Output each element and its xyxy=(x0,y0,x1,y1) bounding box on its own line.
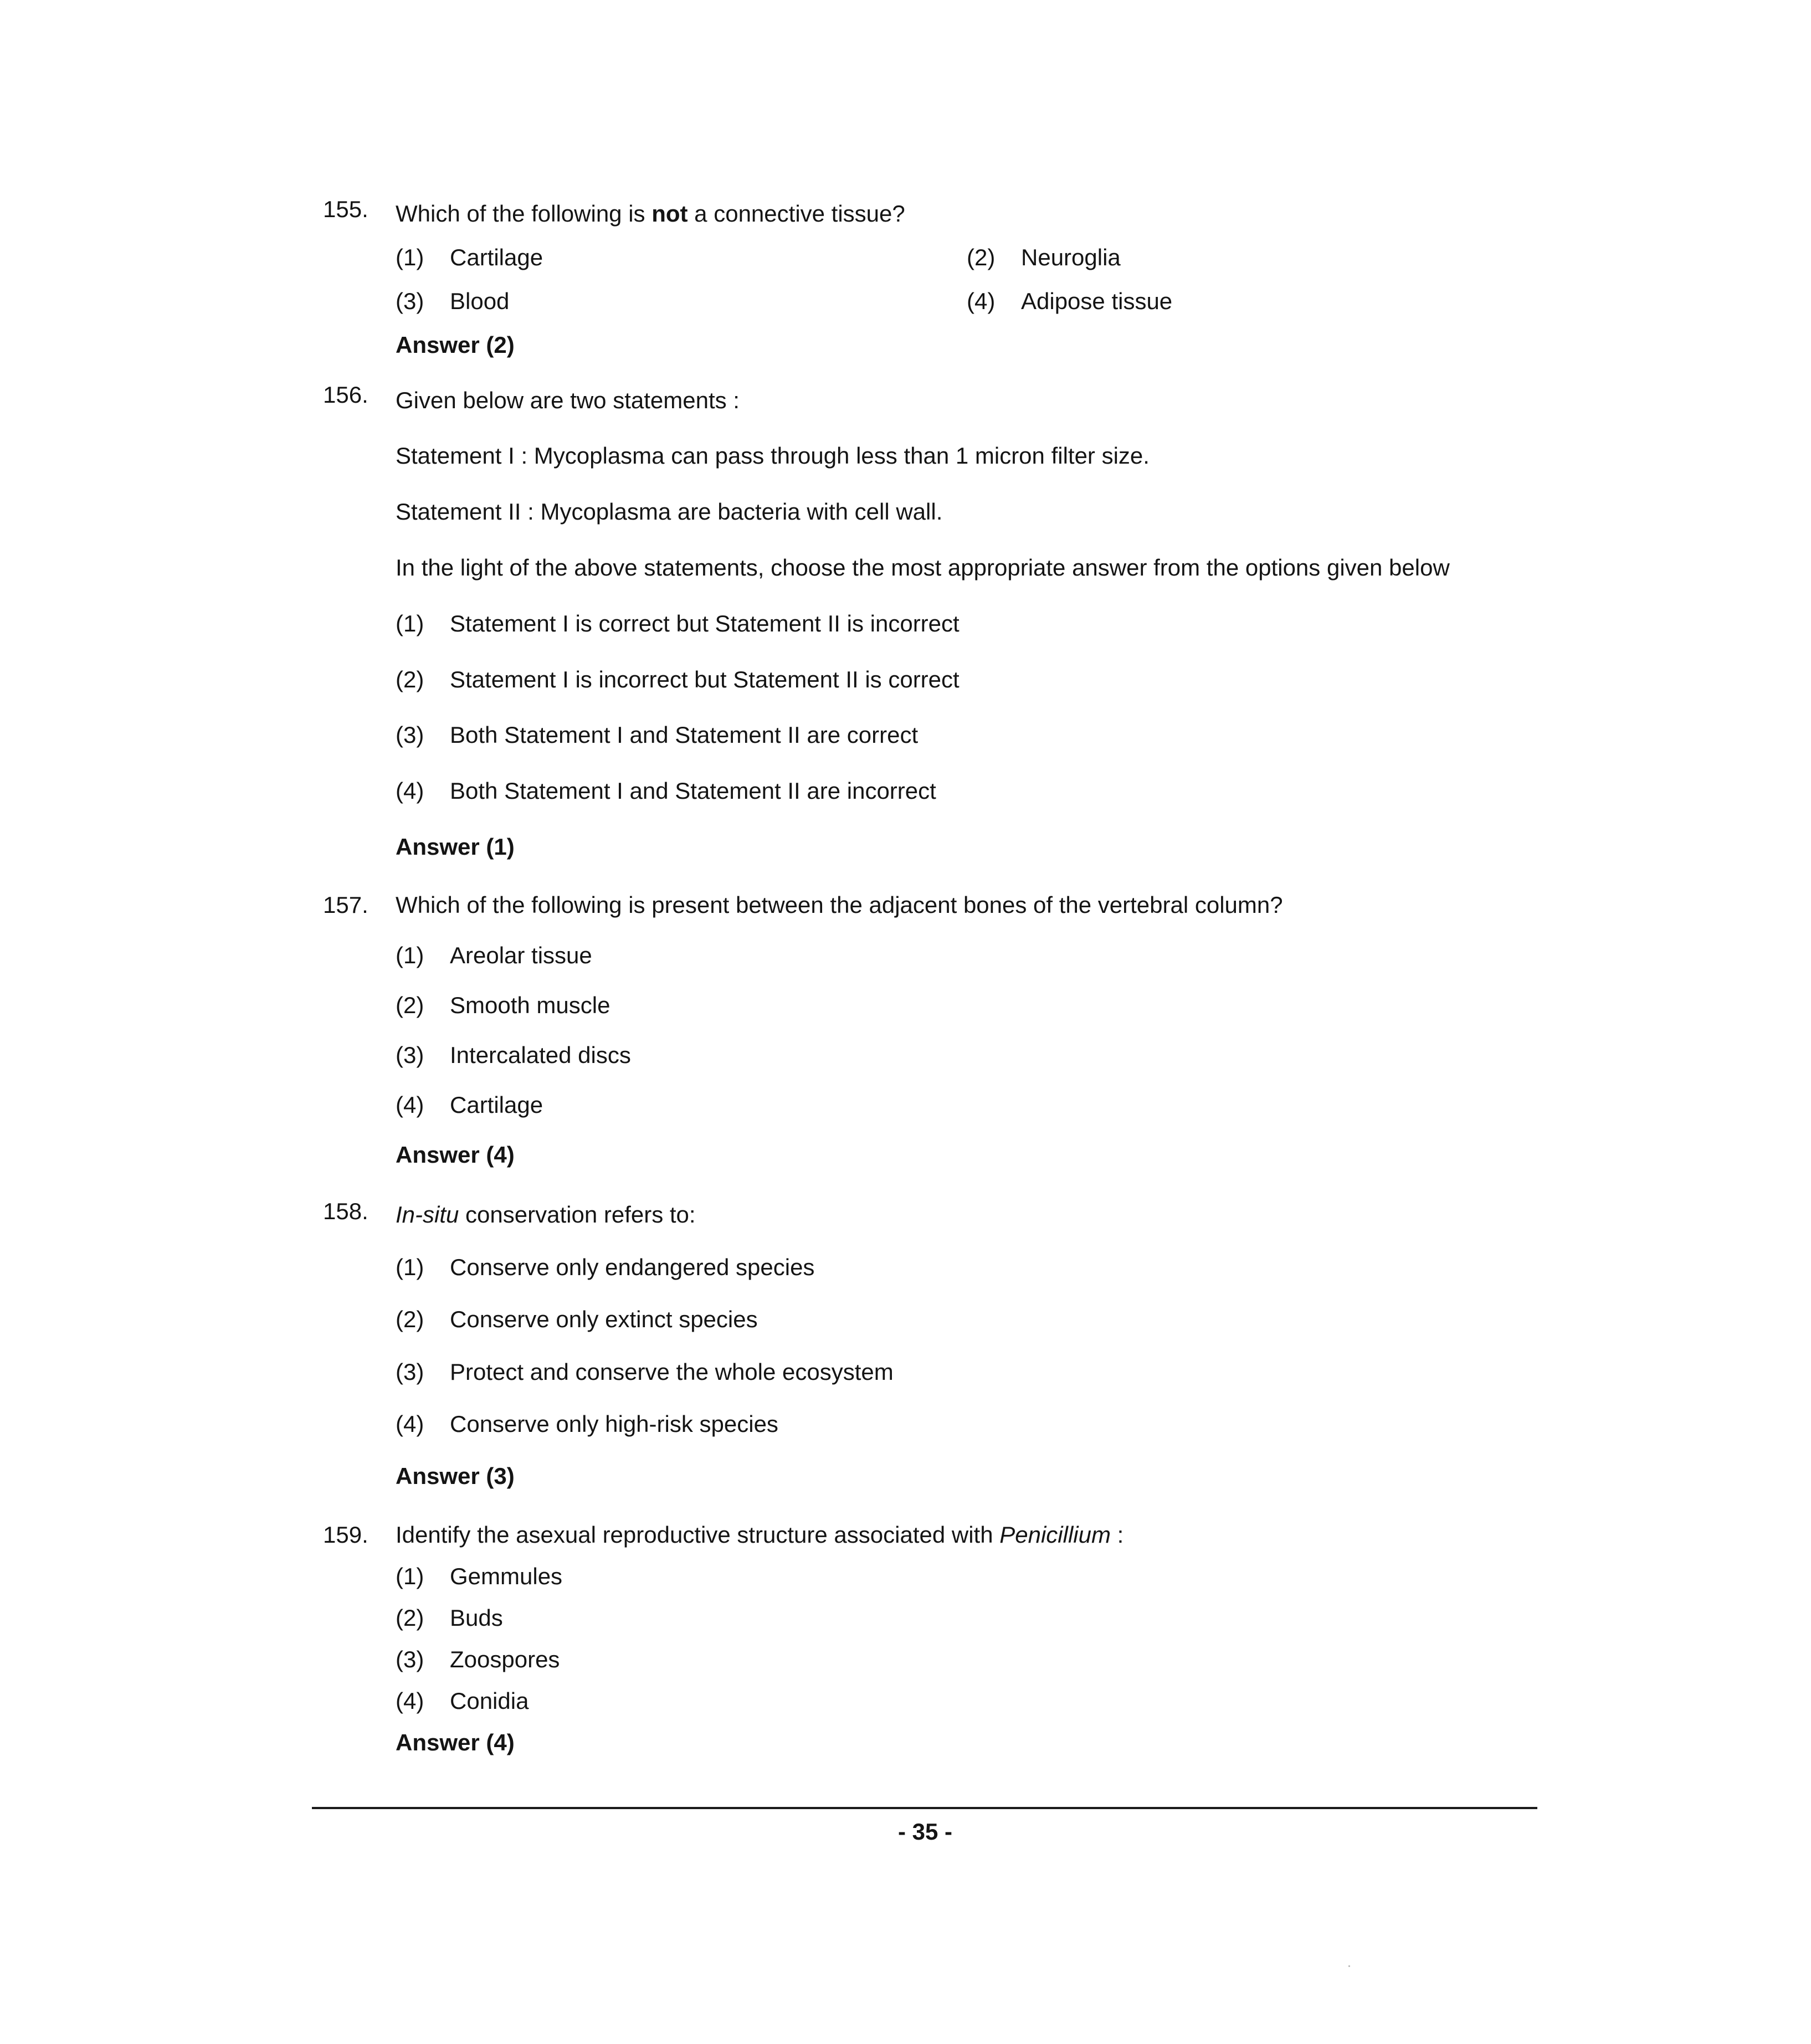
question-number: 157. xyxy=(323,892,368,918)
option-text: Blood xyxy=(450,288,510,314)
option-number: (2) xyxy=(396,992,424,1018)
option-text: Cartilage xyxy=(450,1092,543,1118)
answer-label: Answer (4) xyxy=(396,1142,515,1168)
question-text-italic: In-situ xyxy=(396,1201,459,1228)
option-number: (3) xyxy=(396,1359,424,1385)
option-text: Neuroglia xyxy=(1021,244,1121,270)
option-text: Both Statement I and Statement II are incorrect xyxy=(450,778,936,804)
option-number: (2) xyxy=(396,1306,424,1332)
option-text: Conserve only extinct species xyxy=(450,1306,758,1332)
option-text: Conserve only endangered species xyxy=(450,1254,815,1280)
option-number: (4) xyxy=(396,1411,424,1437)
option-number: (1) xyxy=(396,610,424,636)
question-text-part: a connective tissue? xyxy=(688,201,905,227)
option-text: Smooth muscle xyxy=(450,992,610,1018)
option-text: Areolar tissue xyxy=(450,942,592,968)
question-number: 155. xyxy=(323,196,368,222)
question-text: Which of the following is present between the adjacent bones of the vertebral column? xyxy=(396,892,1283,918)
question-number: 156. xyxy=(323,382,368,408)
scan-speck xyxy=(1348,1965,1350,1967)
option-text: Cartilage xyxy=(450,244,543,270)
option-number: (3) xyxy=(396,1646,424,1672)
answer-label: Answer (2) xyxy=(396,332,515,358)
option-text: Zoospores xyxy=(450,1646,560,1672)
option-number: (1) xyxy=(396,942,424,968)
option-text: Adipose tissue xyxy=(1021,288,1173,314)
statement-two: Statement II : Mycoplasma are bacteria with cell wall. xyxy=(396,499,943,525)
option-number: (3) xyxy=(396,288,424,314)
answer-label: Answer (4) xyxy=(396,1729,515,1755)
option-text: Conidia xyxy=(450,1688,529,1714)
option-text: Conserve only high-risk species xyxy=(450,1411,778,1437)
answer-label: Answer (3) xyxy=(396,1463,515,1489)
statement-one: Statement I : Mycoplasma can pass through less than 1 micron filter size. xyxy=(396,443,1150,469)
question-text xyxy=(396,1203,696,1226)
option-number: (3) xyxy=(396,722,424,748)
option-text: Buds xyxy=(450,1605,503,1631)
option-number: (1) xyxy=(396,1563,424,1589)
footer-divider xyxy=(312,1807,1537,1809)
question-text-part: Identify the asexual reproductive structure associated with xyxy=(396,1522,1000,1548)
option-number: (3) xyxy=(396,1042,424,1068)
question-text-part: Which of the following is xyxy=(396,201,652,227)
option-text: Intercalated discs xyxy=(450,1042,631,1068)
question-text-part: conservation refers to: xyxy=(459,1201,696,1228)
question-text: Given below are two statements : xyxy=(396,387,740,413)
question-text xyxy=(396,1523,1123,1547)
page-number: - 35 - xyxy=(897,1819,953,1845)
question-text xyxy=(396,202,905,225)
answer-label: Answer (1) xyxy=(396,834,515,860)
question-number: 159. xyxy=(323,1522,368,1548)
option-text: Statement I is incorrect but Statement II is correct xyxy=(450,666,960,692)
option-text: Protect and conserve the whole ecosystem xyxy=(450,1359,894,1385)
option-number: (4) xyxy=(396,1688,424,1714)
instruction-text: In the light of the above statements, choose the most appropriate answer from the options given below xyxy=(396,554,1450,581)
option-number: (4) xyxy=(396,778,424,804)
option-number: (2) xyxy=(396,1605,424,1631)
question-text-emphasis: not xyxy=(651,201,688,227)
option-number: (2) xyxy=(396,666,424,692)
option-text: Statement I is correct but Statement II is incorrect xyxy=(450,610,960,636)
option-number: (4) xyxy=(967,288,996,314)
question-text-italic: Penicillium xyxy=(999,1522,1111,1548)
option-number: (1) xyxy=(396,1254,424,1280)
option-text: Gemmules xyxy=(450,1563,563,1589)
question-number: 158. xyxy=(323,1198,368,1224)
option-text: Both Statement I and Statement II are correct xyxy=(450,722,919,748)
question-text-part: : xyxy=(1110,1522,1124,1548)
option-number: (4) xyxy=(396,1092,424,1118)
option-number: (2) xyxy=(967,244,996,270)
option-number: (1) xyxy=(396,244,424,270)
